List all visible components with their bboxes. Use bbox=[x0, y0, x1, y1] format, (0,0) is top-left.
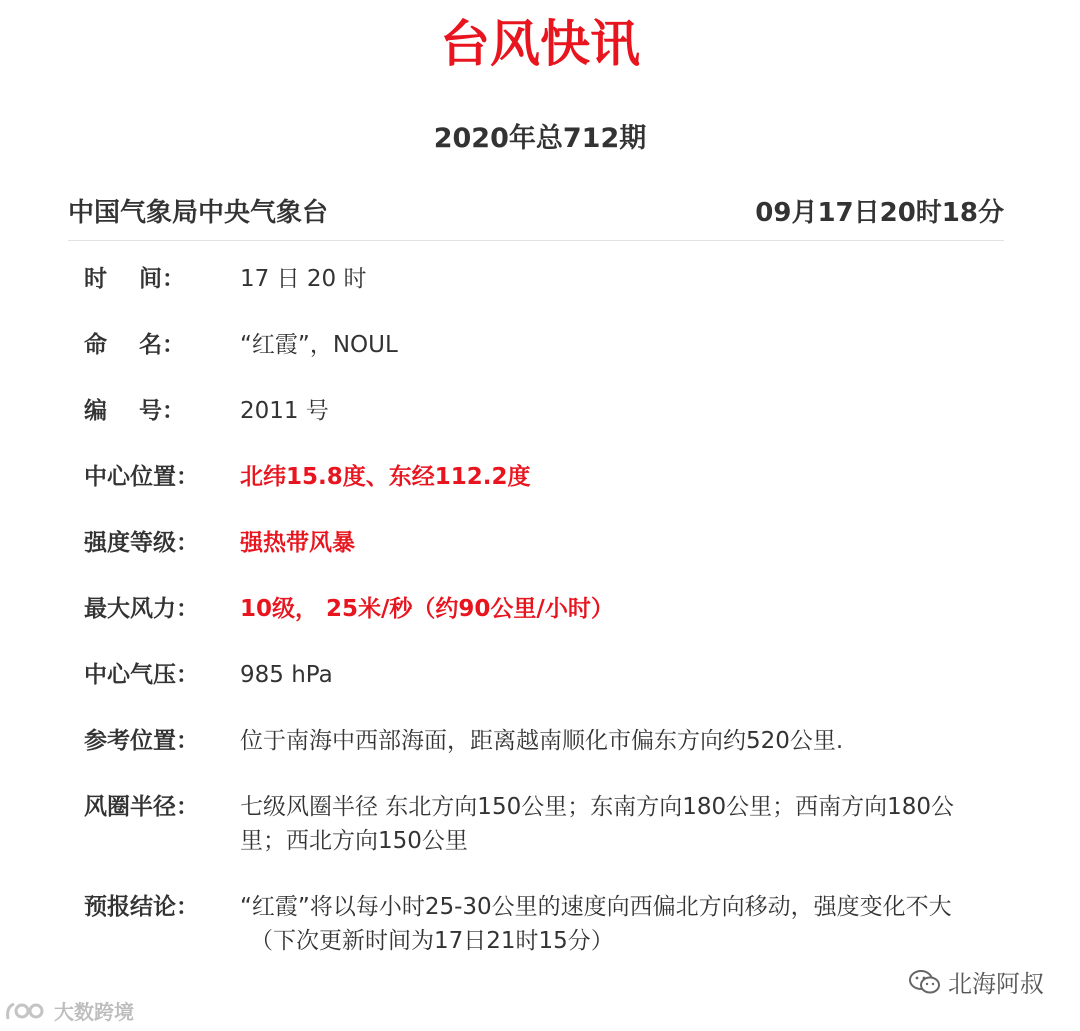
row-value: 2011 号 bbox=[240, 398, 329, 424]
site-watermark bbox=[4, 996, 134, 1025]
issue-number: 2020年总712期 bbox=[433, 123, 647, 154]
row-label: 编 号： bbox=[84, 398, 186, 424]
agency-name: 中国气象局中央气象台 bbox=[68, 197, 329, 228]
row-value: 10级， 25米/秒（约90公里/小时） bbox=[240, 596, 614, 622]
row-label: 强度等级： bbox=[84, 530, 199, 556]
row-label: 中心气压： bbox=[84, 662, 199, 688]
row-label: 风圈半径： bbox=[84, 794, 199, 820]
row-value: 北纬15.8度、东经112.2度 bbox=[240, 464, 531, 490]
forecast-text: “红霞”将以每小时25-30公里的速度向西偏北方向移动，强度变化不大 bbox=[240, 894, 952, 920]
typhoon-info-table bbox=[84, 262, 984, 990]
row-value: 位于南海中西部海面，距离越南顺化市偏东方向约520公里. bbox=[240, 728, 844, 754]
row-label: 最大风力： bbox=[84, 596, 199, 622]
bulletin-datetime: 09月17日20时18分 bbox=[755, 197, 1004, 228]
row-label: 参考位置： bbox=[84, 728, 199, 754]
site-name: 大数跨境 bbox=[54, 1000, 134, 1024]
row-max-wind bbox=[84, 592, 984, 626]
row-label: 中心位置： bbox=[84, 464, 199, 490]
account-watermark bbox=[908, 964, 1044, 999]
row-label: 命 名： bbox=[84, 332, 186, 358]
row-time bbox=[84, 262, 984, 296]
wechat-icon bbox=[908, 969, 942, 995]
header-divider bbox=[68, 240, 1004, 241]
row-reference-position bbox=[84, 724, 984, 758]
row-value: 七级风圈半径 东北方向150公里；东南方向180公里；西南方向180公里；西北方向150公里 bbox=[240, 794, 955, 854]
bulletin-header bbox=[68, 190, 1004, 230]
row-forecast bbox=[84, 890, 984, 958]
next-update-note: （下次更新时间为17日21时15分） bbox=[250, 928, 614, 954]
account-name: 北海阿叔 bbox=[948, 970, 1044, 998]
row-wind-radius bbox=[84, 790, 984, 858]
row-value: 17 日 20 时 bbox=[240, 266, 367, 292]
row-center-position bbox=[84, 460, 984, 494]
row-number bbox=[84, 394, 984, 428]
row-value-group bbox=[240, 890, 980, 958]
row-pressure bbox=[84, 658, 984, 692]
row-intensity bbox=[84, 526, 984, 560]
row-label: 时 间： bbox=[84, 266, 186, 292]
row-name bbox=[84, 328, 984, 362]
row-value: 强热带风暴 bbox=[240, 530, 355, 556]
row-value: 985 hPa bbox=[240, 662, 333, 688]
row-value: “红霞”，NOUL bbox=[240, 332, 398, 358]
page-title: 台风快讯 bbox=[440, 15, 640, 73]
logo-icon bbox=[4, 999, 50, 1023]
row-label: 预报结论： bbox=[84, 894, 199, 920]
